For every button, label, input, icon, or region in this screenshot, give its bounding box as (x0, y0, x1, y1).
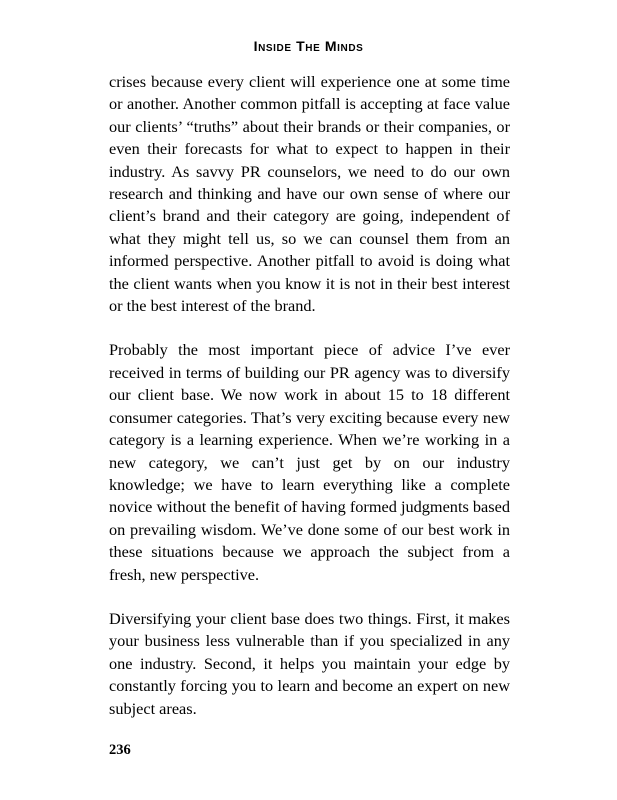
paragraph-1: crises because every client will experience one at some time or another. Another common pitfall is accepting at face value our clients’ “truths” about their brands or their companies, or even their forecasts for what to expect to happen in their industry. As savvy PR counselors, we need to do our own research and thinking and have our own sense of where our client’s brand and their category are going, independent of what they might tell us, so we can counsel them from an informed perspective. Another pitfall to avoid is doing what the client wants when you know it is not in their best interest or the best interest of the brand. (109, 72, 510, 316)
page-number: 236 (109, 742, 131, 758)
body-text (109, 71, 510, 742)
running-header: Inside The Minds (253, 38, 364, 54)
paragraph-2: Probably the most important piece of advice I’ve ever received in terms of building our PR agency was to diversify our client base. We now work in about 15 to 18 different consumer categories. That’s very exciting because every new category is a learning experience. When we’re working in a new category, we can’t just get by on our industry knowledge; we have to learn everything like a complete novice without the benefit of having formed judgments based on prevailing wisdom. We’ve done some of our best work in these situations because we approach the subject from a fresh, new perspective. (109, 340, 510, 584)
paragraph-3: Diversifying your client base does two things. First, it makes your business less vulnerable than if you specialized in any one industry. Second, it helps you maintain your edge by constantly forcing you to learn and become an expert on new subject areas. (109, 608, 510, 718)
